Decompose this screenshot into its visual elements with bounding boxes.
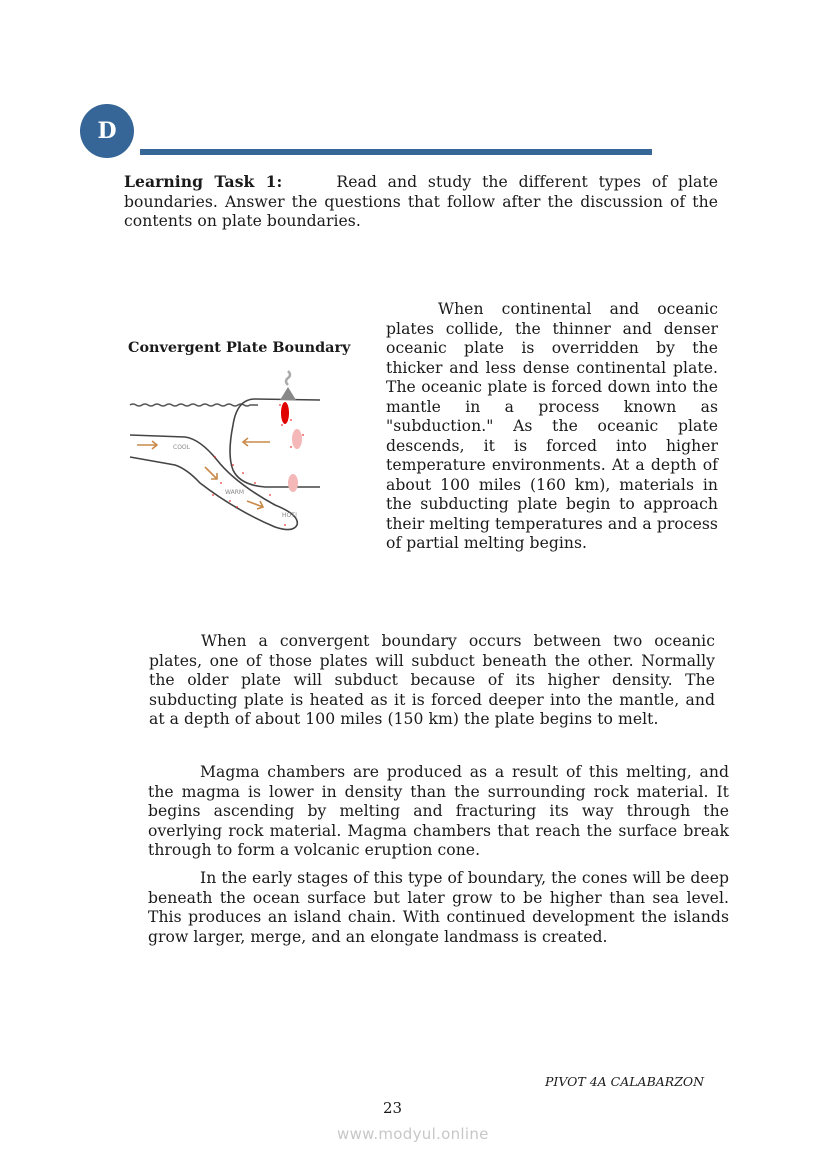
melt-dots	[212, 404, 304, 526]
page-number: 23	[383, 1099, 403, 1117]
watermark-link[interactable]: www.modyul.online	[337, 1125, 489, 1143]
learning-task-label: Learning Task 1:	[124, 172, 283, 191]
convergent-boundary-diagram	[125, 365, 325, 535]
label-cool: COOL	[173, 444, 190, 451]
section-letter: D	[97, 118, 117, 144]
ocean-surface-line	[130, 404, 258, 406]
motion-arrows	[137, 438, 270, 509]
magma-chamber-red	[281, 402, 289, 424]
label-hot: HOT!	[282, 512, 298, 519]
volcano-cone	[280, 387, 296, 400]
section-badge	[80, 104, 134, 158]
paragraph-magma-chambers: Magma chambers are produced as a result of this melting, and the magma is lower in density than the surrounding rock material. It begins ascending by melting and fracturing its way through the overlying rock material. Magma chambers that reach the surface break through to form a volcanic eruption cone.	[148, 763, 729, 860]
section-divider	[140, 149, 652, 155]
figure-caption: Convergent Plate Boundary	[128, 339, 351, 356]
oceanic-plate-top	[130, 435, 297, 530]
magma-chamber-light	[288, 474, 298, 492]
arrow-left-icon	[243, 438, 270, 446]
learning-task-instruction: Read and study the different types of plate boundaries. Answer the questions that follow after the discussion of the contents on plate boundaries.	[124, 173, 718, 231]
footer-brand: PIVOT 4A CALABARZON	[545, 1074, 705, 1089]
magma-chamber-light	[292, 429, 302, 449]
learning-task-intro	[124, 172, 718, 232]
arrow-right-icon	[137, 441, 157, 449]
volcano-smoke	[286, 371, 290, 385]
label-warm: WARM	[225, 489, 245, 496]
arrow-down-right-icon	[247, 501, 263, 509]
arrow-down-right-icon	[205, 467, 217, 479]
paragraph-continental-oceanic: When continental and oceanic plates collide, the thinner and denser oceanic plate is overridden by the thicker and less dense continental plate. The oceanic plate is forced down into the mantle in a process known as "subduction." As the oceanic plate descends, it is forced into higher temperature environments. At a depth of about 100 miles (160 km), materials in the subducting plate begin to approach their melting temperatures and a process of partial melting begins.	[386, 300, 718, 552]
paragraph-oceanic-oceanic: When a convergent boundary occurs between two oceanic plates, one of those plates will subduct beneath the other. Normally the older plate will subduct because of its higher density. The subducting plate is heated as it is forced deeper into the mantle, and at a depth of about 100 miles (150 km) the plate begins to melt.	[149, 632, 715, 729]
paragraph-early-stages: In the early stages of this type of boundary, the cones will be deep beneath the ocean surface but later grow to be higher than sea level. This produces an island chain. With continued development the islands grow larger, merge, and an elongate landmass is created.	[148, 869, 729, 946]
